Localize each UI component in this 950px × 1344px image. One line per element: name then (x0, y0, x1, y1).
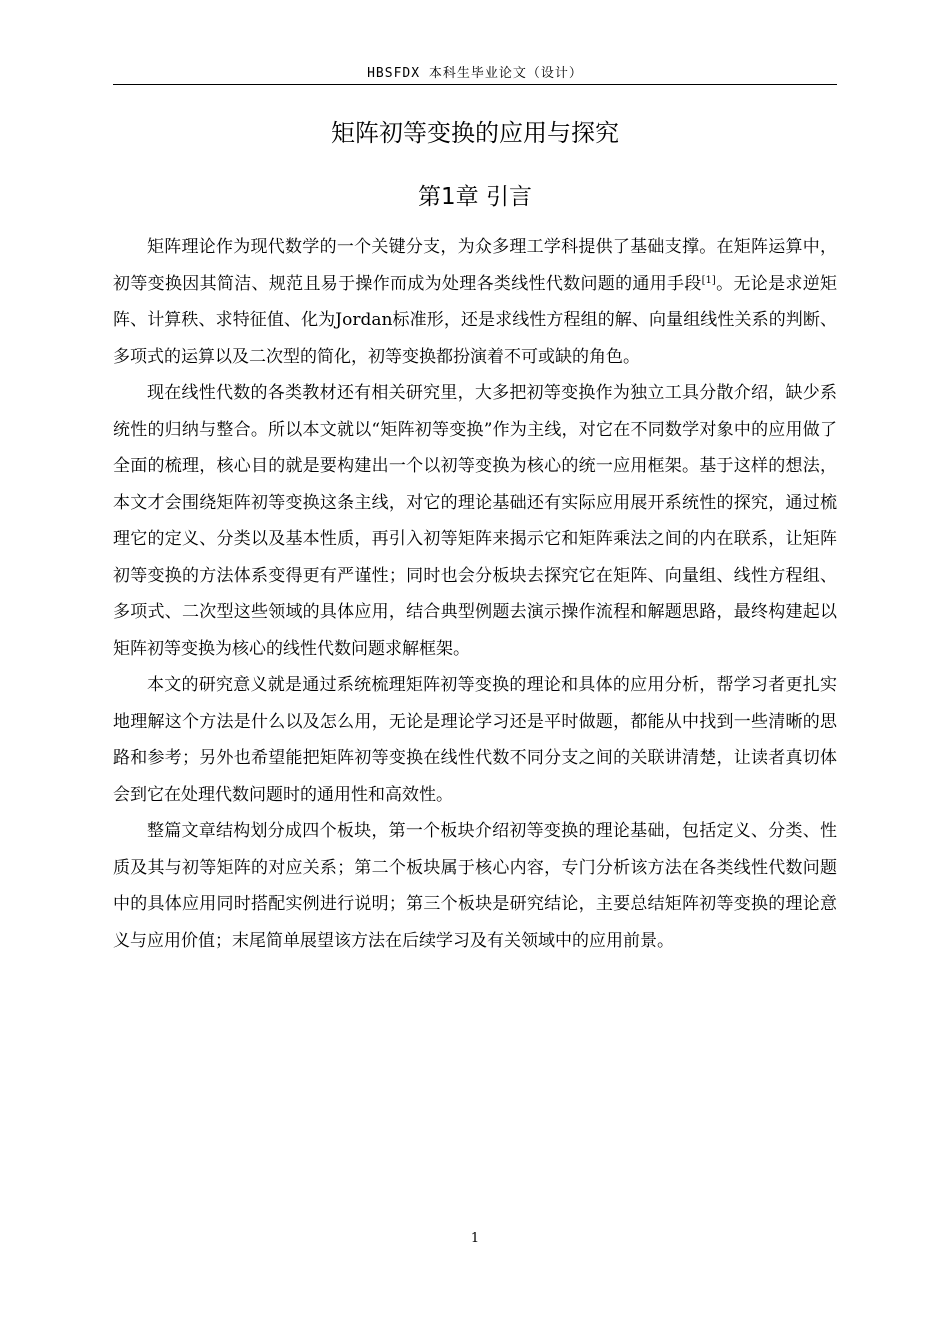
paragraph-2: 现在线性代数的各类教材还有相关研究里，大多把初等变换作为独立工具分散介绍，缺少系统性的归纳与整合。所以本文就以“矩阵初等变换”作为主线，对它在不同数学对象中的应用做了全面的梳理，核心目的就是要构建出一个以初等变换为核心的统一应用框架。基于这样的想法，本文才会围绕矩阵初等变换这条主线，对它的理论基础还有实际应用展开系统性的探究，通过梳理它的定义、分类以及基本性质，再引入初等矩阵来揭示它和矩阵乘法之间的内在联系，让矩阵初等变换的方法体系变得更有严谨性；同时也会分板块去探究它在矩阵、向量组、线性方程组、多项式、二次型这些领域的具体应用，结合典型例题去演示操作流程和解题思路，最终构建起以矩阵初等变换为核心的线性代数问题求解框架。 (113, 383, 837, 659)
chapter-heading: 第1章 引言 (418, 184, 532, 210)
document-title: 矩阵初等变换的应用与探究 (331, 119, 619, 147)
paragraph-3: 本文的研究意义就是通过系统梳理矩阵初等变换的理论和具体的应用分析，帮学习者更扎实地理解这个方法是什么以及怎么用，无论是理论学习还是平时做题，都能从中找到一些清晰的思路和参考；另外也希望能把矩阵初等变换在线性代数不同分支之间的关联讲清楚，让读者真切体会到它在处理代数问题时的通用性和高效性。 (113, 675, 837, 805)
paragraph-4: 整篇文章结构划分成四个板块，第一个板块介绍初等变换的理论基础，包括定义、分类、性质及其与初等矩阵的对应关系；第二个板块属于核心内容，专门分析该方法在各类线性代数问题中的具体应用同时搭配实例进行说明；第三个板块是研究结论，主要总结矩阵初等变换的理论意义与应用价值；末尾简单展望该方法在后续学习及有关领域中的应用前景。 (113, 821, 837, 951)
body-text (113, 229, 837, 959)
paragraph-1 (113, 229, 837, 375)
page-number: 1 (470, 1231, 480, 1246)
paragraph-1-text-b: 。无论是求逆矩阵、计算秩、求特征值、化为Jordan标准形，还是求线性方程组的解、向量组线性关系的判断、多项式的运算以及二次型的简化，初等变换都扮演着不可或缺的角色。 (113, 273, 838, 367)
running-header: HBSFDX 本科生毕业论文（设计） (367, 66, 583, 81)
header-divider (113, 84, 837, 85)
paragraph-1-text-a: 矩阵理论作为现代数学的一个关键分支，为众多理工学科提供了基础支撑。在矩阵运算中，初等变换因其简洁、规范且易于操作而成为处理各类线性代数问题的通用手段 (113, 237, 837, 294)
citation-1: [1] (701, 274, 716, 286)
